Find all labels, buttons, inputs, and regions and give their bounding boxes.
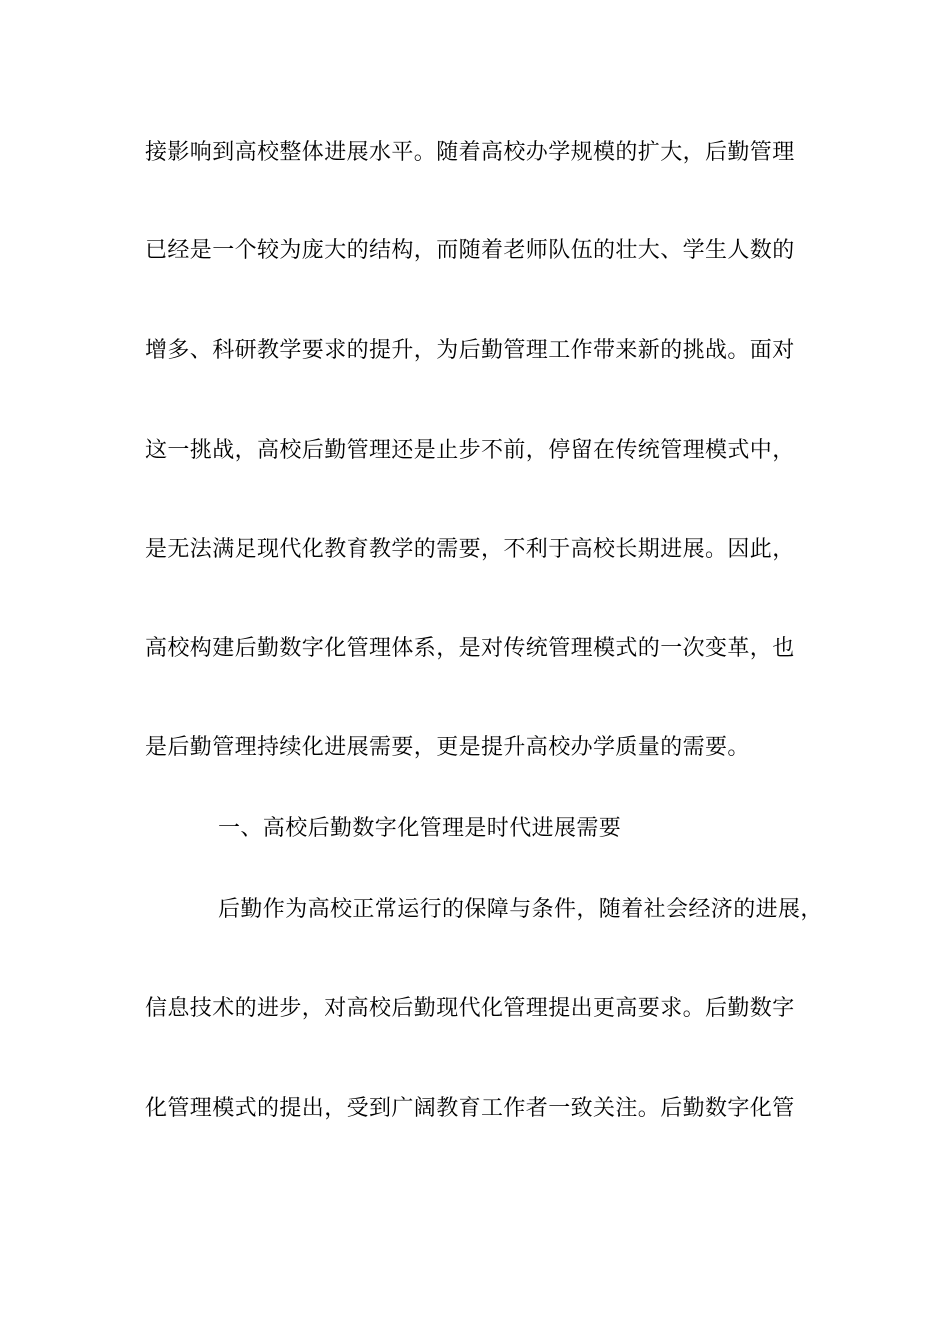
body-text-line-2: 已经是一个较为庞大的结构，而随着老师队伍的壮大、学生人数的: [145, 238, 795, 263]
body-text-line-5: 是无法满足现代化教育教学的需要，不利于高校长期进展。因此，: [145, 537, 795, 562]
paragraph2-line-2: 信息技术的进步，对高校后勤现代化管理提出更高要求。后勤数字: [145, 996, 795, 1021]
body-text-line-4: 这一挑战，高校后勤管理还是止步不前，停留在传统管理模式中，: [145, 438, 795, 463]
body-text-line-1: 接影响到高校整体进展水平。随着高校办学规模的扩大，后勤管理: [145, 140, 795, 165]
body-text-line-7: 是后勤管理持续化进展需要，更是提升高校办学质量的需要。: [145, 735, 750, 760]
body-text-line-6: 高校构建后勤数字化管理体系，是对传统管理模式的一次变革，也: [145, 636, 795, 661]
section-heading: 一、高校后勤数字化管理是时代进展需要: [218, 816, 622, 841]
paragraph2-line-3: 化管理模式的提出，受到广阔教育工作者一致关注。后勤数字化管: [145, 1096, 795, 1121]
paragraph2-line-1: 后勤作为高校正常运行的保障与条件，随着社会经济的进展，: [218, 897, 823, 922]
body-text-line-3: 增多、科研教学要求的提升，为后勤管理工作带来新的挑战。面对: [145, 338, 795, 363]
